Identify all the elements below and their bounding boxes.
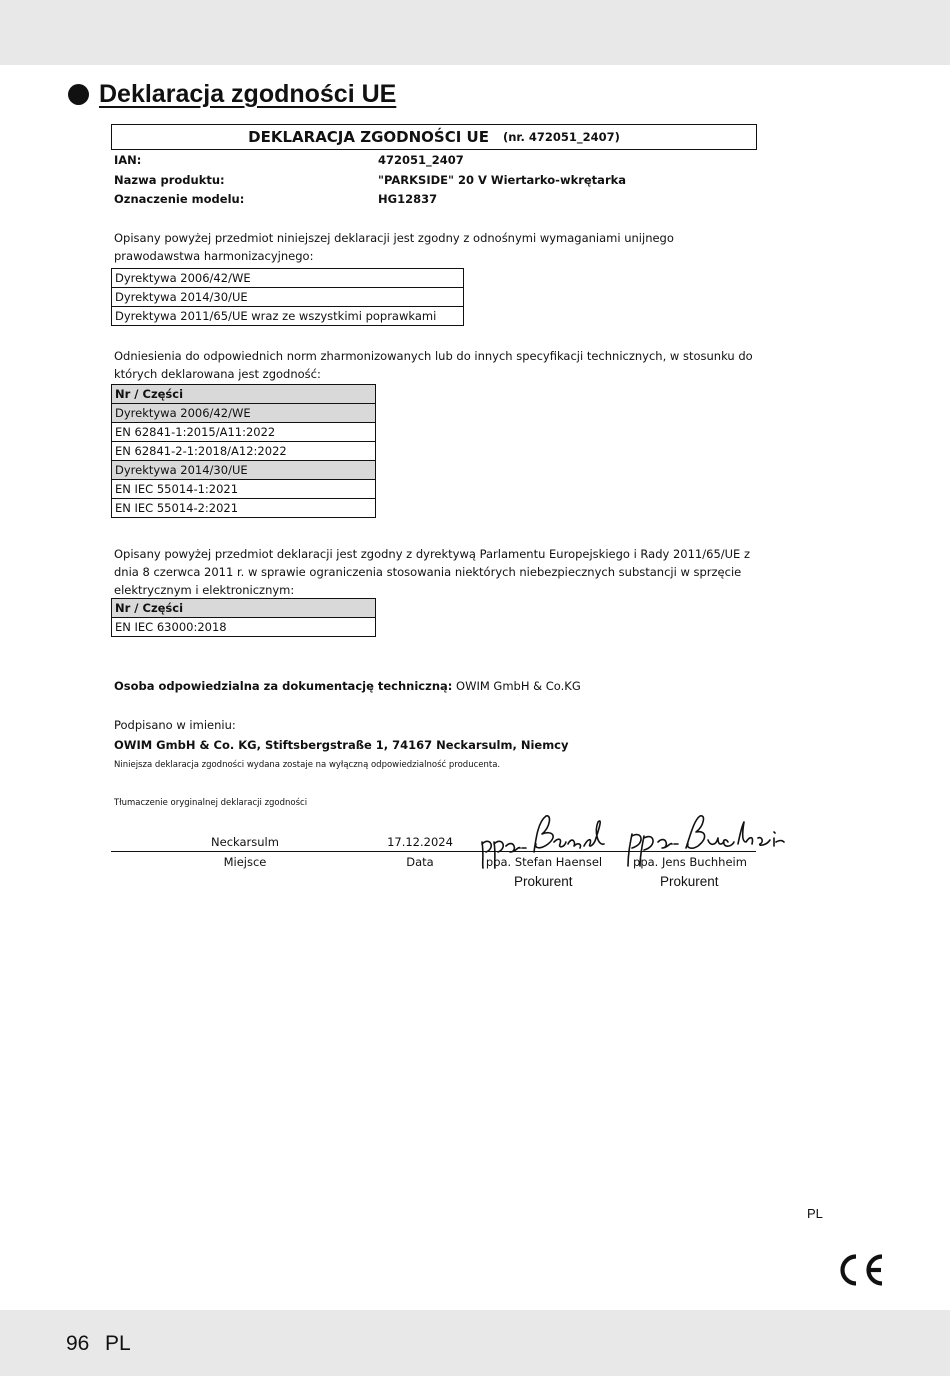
table-header-cell: Nr / Części xyxy=(112,599,376,618)
table-row xyxy=(112,618,376,637)
signed-label: Podpisano w imieniu: xyxy=(114,718,236,732)
table-row xyxy=(112,307,464,326)
sole-responsibility-note: Niniejsza deklaracja zgodności wydana zostaje na wyłączną odpowiedzialność producenta. xyxy=(114,760,501,770)
place-label: Miejsce xyxy=(223,855,267,869)
field-value-model: HG12837 xyxy=(378,192,438,206)
directive-cell: Dyrektywa 2006/42/WE xyxy=(112,269,464,288)
signatory-2-role: Prokurent xyxy=(660,874,719,889)
table-row xyxy=(112,461,376,480)
table-row xyxy=(112,499,376,518)
bullet-icon xyxy=(68,84,89,105)
table-row xyxy=(112,288,464,307)
table-header-row xyxy=(112,385,376,404)
table-row xyxy=(112,480,376,499)
table-row xyxy=(112,442,376,461)
field-label-ian: IAN: xyxy=(114,153,142,167)
standard-cell: EN IEC 55014-1:2021 xyxy=(112,480,376,499)
table-row xyxy=(112,269,464,288)
field-value-product: "PARKSIDE" 20 V Wiertarko-wkrętarka xyxy=(378,173,627,187)
standards-intro: Odniesienia do odpowiednich norm zharmonizowanych lub do innych specyfikacji technicznych, w stosunku do których deklarowana jest zgodność: xyxy=(114,349,753,381)
field-label-product: Nazwa produktu: xyxy=(114,173,225,187)
standard-cell: Dyrektywa 2014/30/UE xyxy=(112,461,376,480)
responsible-label: Osoba odpowiedzialna za dokumentację techniczną: xyxy=(114,679,453,693)
date-label: Data xyxy=(406,855,434,869)
section-heading xyxy=(68,80,396,109)
field-value-ian: 472051_2407 xyxy=(378,153,464,167)
standard-cell: Dyrektywa 2006/42/WE xyxy=(112,404,376,423)
rohs-intro: Opisany powyżej przedmiot deklaracji jest zgodny z dyrektywą Parlamentu Europejskiego i Rady 2011/65/UE z dnia 8 czerwca 2011 r. w sprawie ograniczenia stosowania niektórych niebezpiecznych substancji w sprzęcie elektrycznym i elektronicznym: xyxy=(114,547,751,597)
top-band xyxy=(0,0,950,65)
conformity-intro: Opisany powyżej przedmiot niniejszej deklaracji jest zgodny z odnośnymi wymaganiami unijnego prawodawstwa harmonizacyjnego: xyxy=(114,231,674,263)
signatory-2-name: ppa. Jens Buchheim xyxy=(633,855,747,869)
page-number: 96 xyxy=(66,1332,90,1355)
translation-note: Tłumaczenie oryginalnej deklaracji zgodności xyxy=(114,798,308,808)
signed-company: OWIM GmbH & Co. KG, Stiftsbergstraße 1, 74167 Neckarsulm, Niemcy xyxy=(114,738,569,752)
signatory-1-role: Prokurent xyxy=(514,874,573,889)
table-header-row xyxy=(112,599,376,618)
responsible-value: OWIM GmbH & Co.KG xyxy=(456,679,581,693)
table-header-cell: Nr / Części xyxy=(112,385,376,404)
standard-cell: EN 62841-1:2015/A11:2022 xyxy=(112,423,376,442)
date-value: 17.12.2024 xyxy=(387,835,453,849)
table-row xyxy=(112,423,376,442)
standards-table xyxy=(111,384,376,518)
signatory-1-name: ppa. Stefan Haensel xyxy=(485,855,603,869)
section-title: Deklaracja zgodności UE xyxy=(99,80,397,108)
declaration-number: (nr. 472051_2407) xyxy=(502,130,620,144)
page-language: PL xyxy=(105,1332,131,1355)
directive-cell: Dyrektywa 2014/30/UE xyxy=(112,288,464,307)
directive-cell: Dyrektywa 2011/65/UE wraz ze wszystkimi poprawkami xyxy=(112,307,464,326)
field-label-model: Oznaczenie modelu: xyxy=(114,192,245,206)
place-value: Neckarsulm xyxy=(211,835,279,849)
declaration-title: DEKLARACJA ZGODNOŚCI UE xyxy=(248,128,489,146)
language-code-small: PL xyxy=(807,1206,823,1221)
standard-cell: EN IEC 63000:2018 xyxy=(112,618,376,637)
responsible-person xyxy=(114,677,754,695)
declaration-title-box xyxy=(111,124,757,150)
signature-line xyxy=(111,851,756,852)
table-row xyxy=(112,404,376,423)
standard-cell: EN IEC 55014-2:2021 xyxy=(112,499,376,518)
declaration-header xyxy=(111,124,757,150)
footer-band xyxy=(0,1310,950,1376)
ce-mark-icon xyxy=(836,1252,886,1288)
standard-cell: EN 62841-2-1:2018/A12:2022 xyxy=(112,442,376,461)
directives-table xyxy=(111,268,464,326)
rohs-table xyxy=(111,598,376,637)
